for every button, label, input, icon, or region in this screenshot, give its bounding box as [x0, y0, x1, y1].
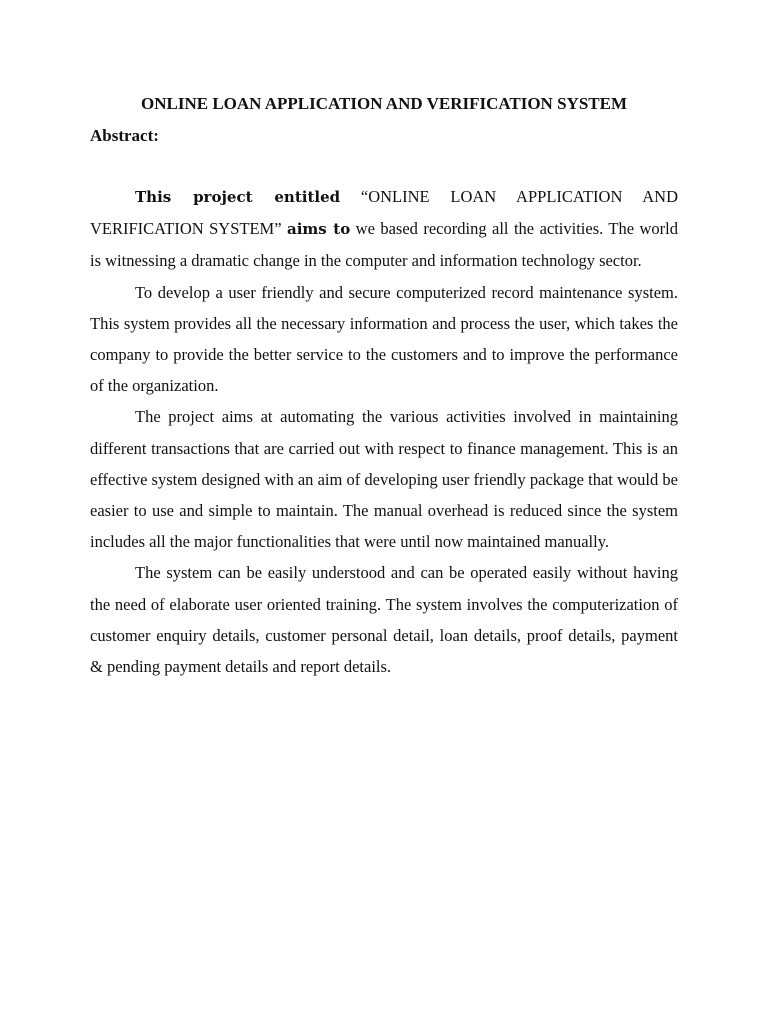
- paragraph-4: The system can be easily understood and can be operated easily without having the need of elaborate user oriented training. The system involves the computerization of customer enquiry details, customer personal detail, loan details, proof details, payment & pending payment details and report details.: [90, 563, 678, 677]
- paragraph-1: [90, 181, 678, 277]
- bold-phrase: aims to: [286, 220, 351, 239]
- abstract-body: [90, 181, 678, 682]
- abstract-heading: Abstract:: [90, 126, 159, 145]
- project-name-quote: “ONLINE LOAN APPLICATION AND VERIFICATION SYSTEM”: [90, 187, 678, 239]
- paragraph-3: The project aims at automating the various activities involved in maintaining different transactions that are carried out with respect to finance management. This is an effective system designed with an aim of developing user friendly package that would be easier to use and simple to maintain. The manual overhead is reduced since the system includes all the major functionalities that were until now maintained manually.: [90, 407, 678, 552]
- document-title: ONLINE LOAN APPLICATION AND VERIFICATION SYSTEM: [141, 94, 627, 113]
- paragraph-1-text: we based recording all the activities. The world is witnessing a dramatic change in the computer and information technology sector.: [90, 219, 678, 271]
- paragraph-2: To develop a user friendly and secure computerized record maintenance system. This system provides all the necessary information and process the user, which takes the company to provide the better service to the customers and to improve the performance of the organization.: [90, 282, 678, 396]
- bold-phrase: This project entitled: [135, 188, 341, 206]
